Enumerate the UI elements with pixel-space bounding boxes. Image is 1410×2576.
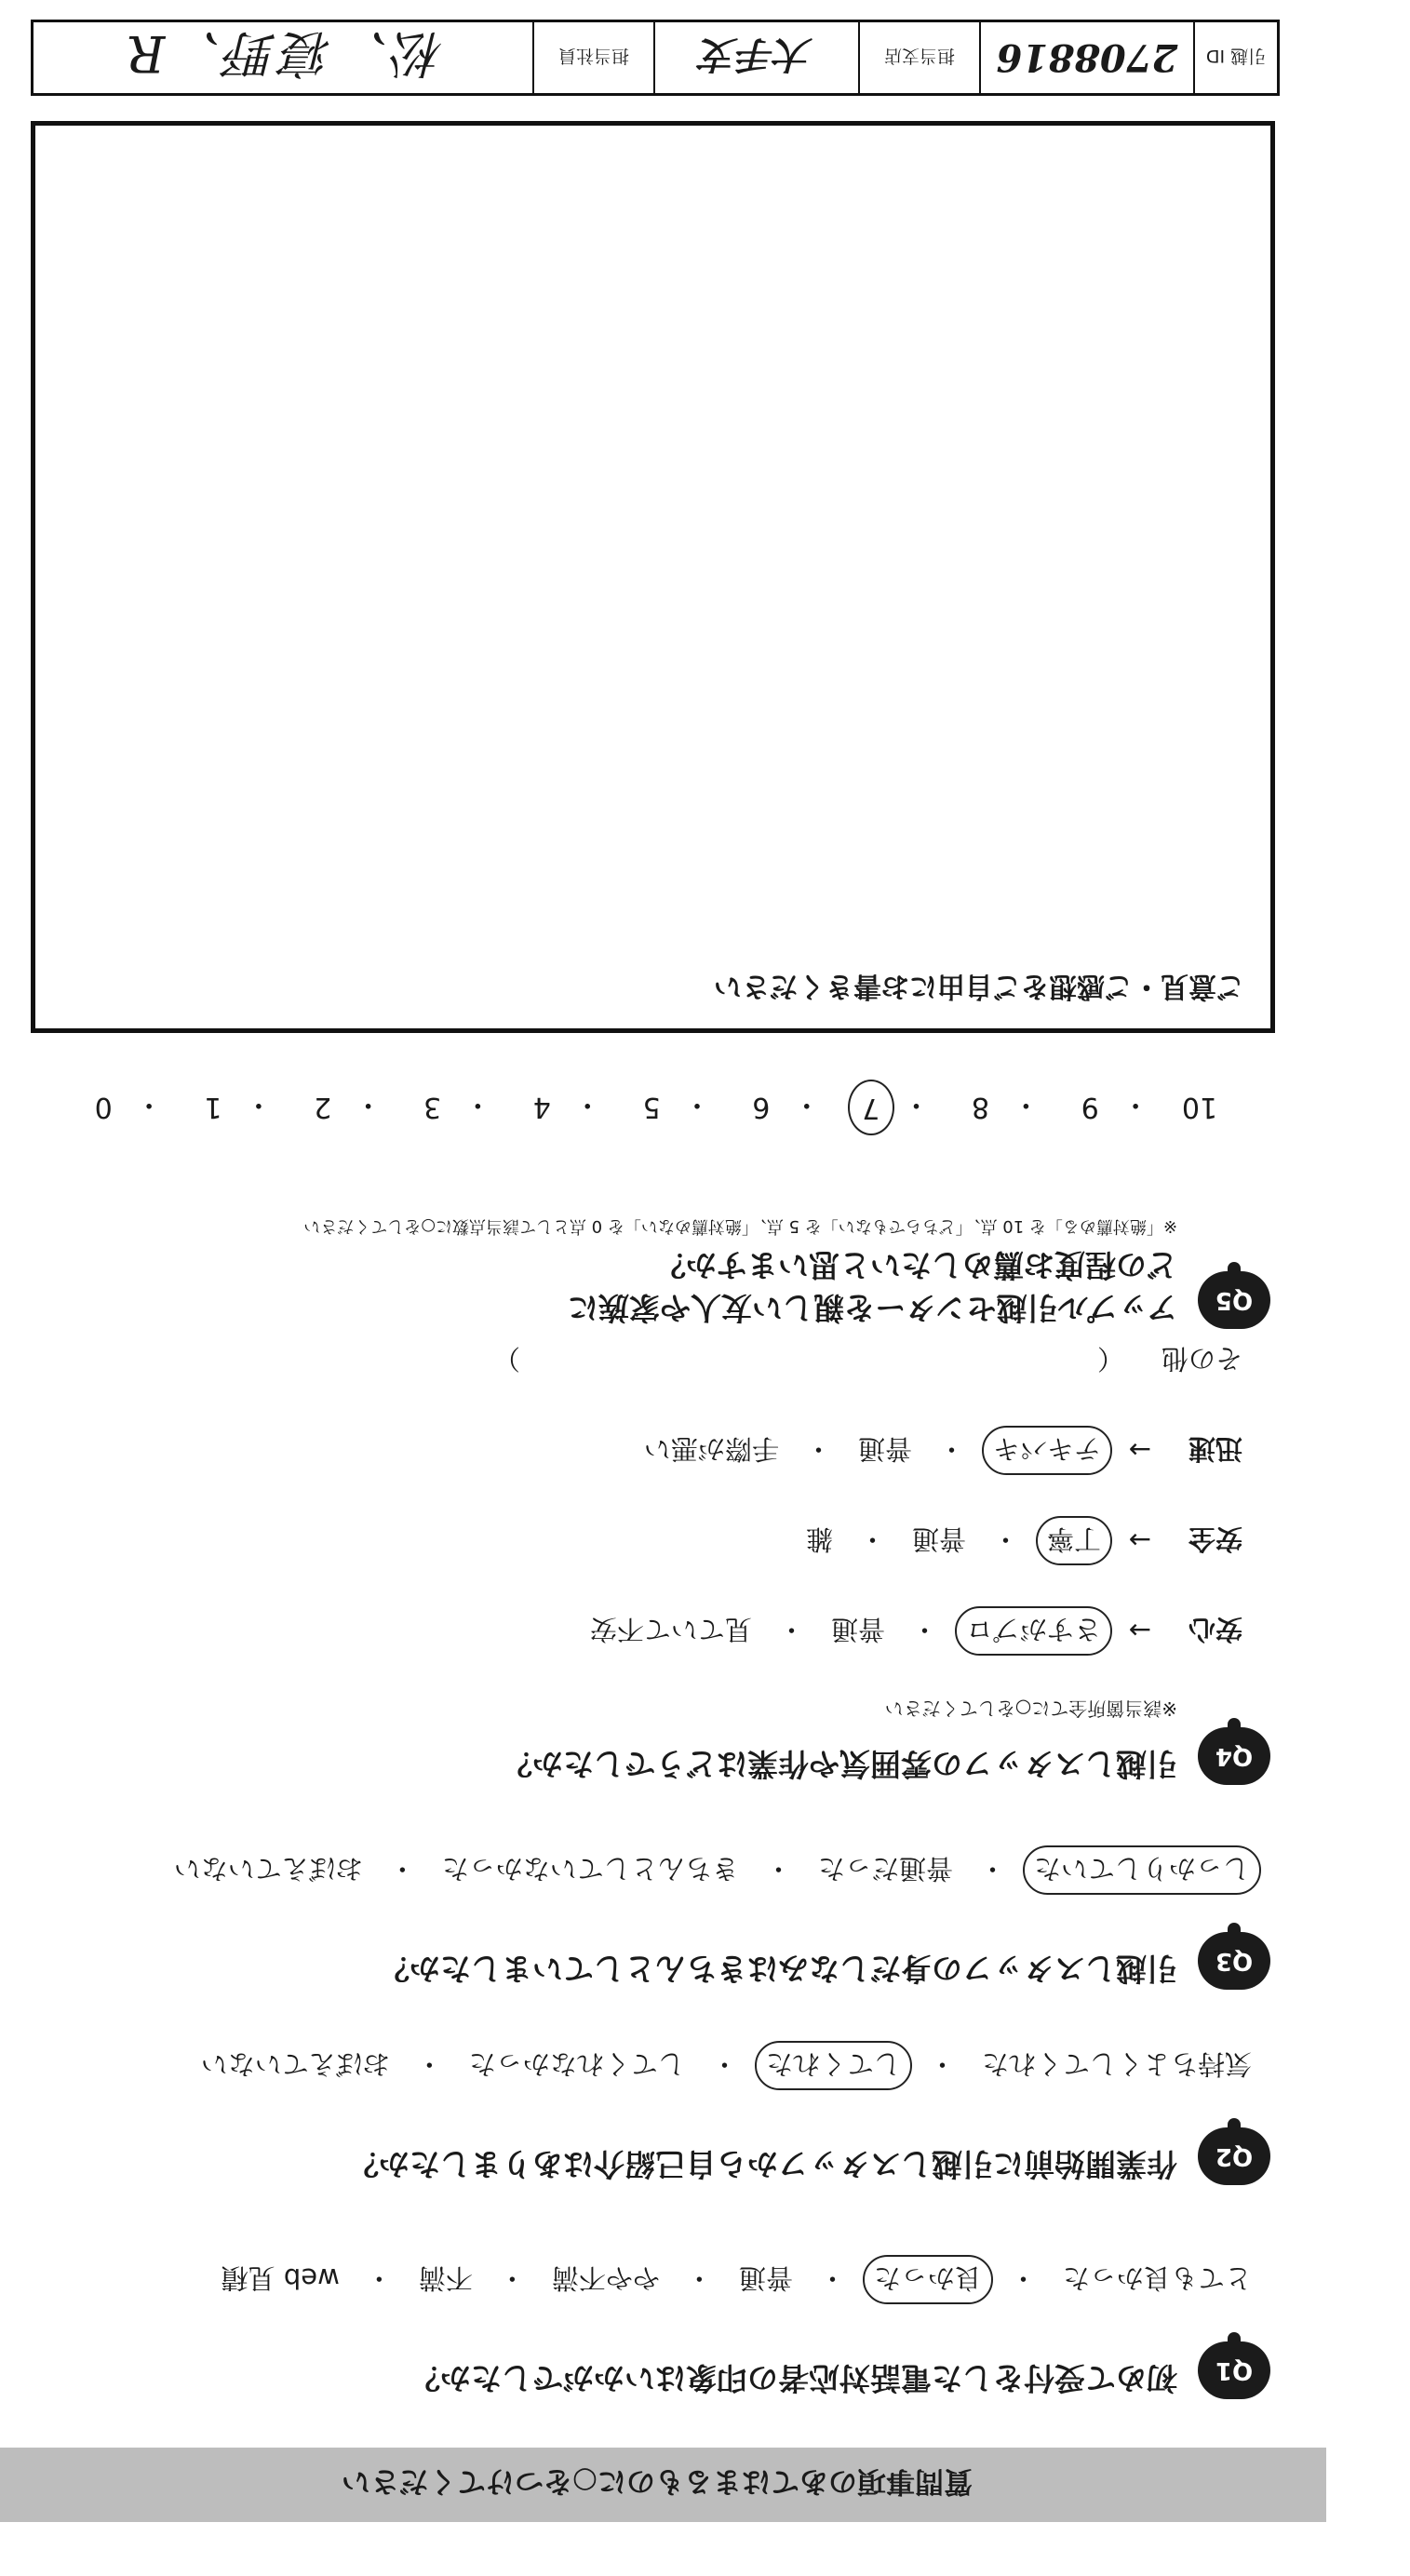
q5-text-line2: どの程度お薦めしたいと思いますか？ bbox=[655, 1247, 1177, 1283]
q3-option-normal[interactable]: 普通だった bbox=[817, 1853, 953, 1885]
branch-label: 担当支店 bbox=[858, 22, 979, 93]
q2-text: 作業開始前に引越しスタッフから自己紹介はありましたか？ bbox=[348, 2146, 1177, 2182]
q1-option-very-good[interactable]: とても良かった bbox=[1062, 2262, 1252, 2294]
q4-other-paren-close[interactable]: ） bbox=[492, 1343, 520, 1375]
q4-other-row bbox=[37, 1341, 1242, 1379]
q4-relief-option-normal[interactable]: 普通 bbox=[830, 1614, 885, 1645]
q5-note: ※「絶対薦める」を 10 点、「どちらでもない」を 5 点、「絶対薦めない」を 0 点として該当点数に○をしてください bbox=[303, 1216, 1177, 1236]
q3-option-not-neat[interactable]: きちんとしていなかった bbox=[441, 1853, 739, 1885]
score-6[interactable]: 6 bbox=[752, 1091, 771, 1124]
q4-row-speed-label: 迅速 bbox=[1188, 1433, 1242, 1465]
q1-option-normal[interactable]: 普通 bbox=[738, 2262, 793, 2294]
score-8[interactable]: 8 bbox=[971, 1091, 989, 1124]
q5-text-line1: アップル引越センターを親しい友人や家族に bbox=[567, 1290, 1177, 1326]
comment-box-title: ご意見・ご感想をご自由にお書きください bbox=[714, 970, 1244, 1002]
branch-value[interactable]: 大手支 bbox=[653, 22, 858, 93]
q4-badge: Q4 bbox=[1198, 1727, 1270, 1785]
score-9[interactable]: 9 bbox=[1081, 1091, 1099, 1124]
id-table bbox=[31, 20, 1280, 96]
q4-safety-option-careful[interactable]: 丁寧 bbox=[1036, 1516, 1112, 1565]
q3-option-dont-remember[interactable]: おぼえていない bbox=[173, 1853, 363, 1885]
q2-options: 気持ちよくしてくれた ・ してくれた ・ してくれなかった ・ おぼえていない bbox=[37, 2041, 1261, 2090]
score-3[interactable]: 3 bbox=[423, 1091, 442, 1124]
score-1[interactable]: 1 bbox=[204, 1091, 222, 1124]
q3-text: 引越しスタッフの身だしなみはきちんとしていましたか？ bbox=[379, 1951, 1177, 1987]
q4-row-relief-label: 安心 bbox=[1188, 1614, 1242, 1645]
arrow-right-icon: → bbox=[1128, 1434, 1152, 1467]
q4-note: ※該当箇所全てに○をしてください bbox=[884, 1697, 1177, 1720]
score-10[interactable]: 10 bbox=[1181, 1091, 1218, 1124]
q2-option-did[interactable]: してくれた bbox=[755, 2041, 912, 2090]
q5-score-row: 10 ・ 9 ・ 8 ・ 7 ・ 6 ・ 5 ・ 4 ・ 3 ・ 2 ・ 1 ・ 0 bbox=[79, 1080, 1224, 1135]
q4-other-paren-open: （ bbox=[1096, 1343, 1124, 1375]
arrow-right-icon: → bbox=[1128, 1615, 1152, 1647]
score-7-selected[interactable]: 7 bbox=[848, 1080, 894, 1135]
q4-row-relief: 安心 → さすがプロ ・ 普通 ・ 見ていて不安 bbox=[37, 1606, 1242, 1656]
q4-speed-option-normal[interactable]: 普通 bbox=[857, 1433, 912, 1465]
q2-badge: Q2 bbox=[1198, 2127, 1270, 2185]
q1-option-somewhat-unsatisfied[interactable]: やや不満 bbox=[551, 2262, 660, 2294]
q1-badge: Q1 bbox=[1198, 2341, 1270, 2399]
q3-option-neat[interactable]: しっかりしていた bbox=[1023, 1845, 1261, 1895]
q4-other-label: その他 bbox=[1161, 1343, 1242, 1375]
q4-row-speed: 迅速 → テキパキ ・ 普通 ・ 手際が悪い bbox=[37, 1426, 1242, 1475]
q1-option-web-estimate[interactable]: web 見積 bbox=[221, 2262, 340, 2294]
q2-option-did-not[interactable]: してくれなかった bbox=[468, 2048, 685, 2080]
q4-relief-option-anxious[interactable]: 見ていて不安 bbox=[589, 1614, 752, 1645]
q4-speed-option-clumsy[interactable]: 手際が悪い bbox=[643, 1433, 779, 1465]
q4-row-safety: 安全 → 丁寧 ・ 普通 ・ 雑 bbox=[37, 1516, 1242, 1565]
score-2[interactable]: 2 bbox=[314, 1091, 332, 1124]
question-q1 bbox=[37, 2255, 1270, 2399]
q4-row-safety-label: 安全 bbox=[1188, 1523, 1242, 1555]
id-value[interactable]: 2708816 bbox=[979, 22, 1193, 93]
comment-box[interactable] bbox=[31, 121, 1275, 1033]
q4-safety-option-rough[interactable]: 雑 bbox=[805, 1523, 833, 1555]
question-q5 bbox=[37, 1215, 1270, 1329]
survey-header-text: 質問事項のあてはまるものに○をつけてください bbox=[341, 2464, 973, 2499]
staff-label: 担当社員 bbox=[532, 22, 653, 93]
score-0[interactable]: 0 bbox=[94, 1091, 113, 1124]
q5-badge: Q5 bbox=[1198, 1271, 1270, 1329]
q4-text: 引越しスタッフの雰囲気や作業はどうでしたか？ bbox=[502, 1746, 1177, 1782]
q2-option-gladly[interactable]: 気持ちよくしてくれた bbox=[981, 2048, 1252, 2080]
q4-relief-option-pro[interactable]: さすがプロ bbox=[955, 1606, 1112, 1656]
q1-text: 初めて受付をした電話対応者の印象はいかがでしたか？ bbox=[410, 2360, 1177, 2396]
survey-header-bar bbox=[0, 2448, 1326, 2522]
question-q3 bbox=[37, 1845, 1270, 1990]
q3-badge: Q3 bbox=[1198, 1932, 1270, 1990]
q2-option-dont-remember[interactable]: おぼえていない bbox=[200, 2048, 390, 2080]
staff-value[interactable]: 松、寝野、R bbox=[121, 24, 445, 84]
question-q2 bbox=[37, 2041, 1270, 2185]
q1-option-good[interactable]: 良かった bbox=[863, 2255, 993, 2304]
q3-options: しっかりしていた ・ 普通だった ・ きちんとしていなかった ・ おぼえていない bbox=[37, 1845, 1261, 1895]
score-5[interactable]: 5 bbox=[642, 1091, 661, 1124]
q4-speed-option-brisk[interactable]: テキパキ bbox=[982, 1426, 1112, 1475]
q1-option-unsatisfied[interactable]: 不満 bbox=[418, 2262, 473, 2294]
id-label: 引越 ID bbox=[1193, 22, 1277, 93]
score-4[interactable]: 4 bbox=[532, 1091, 551, 1124]
question-q4 bbox=[37, 1341, 1270, 1785]
q4-safety-option-normal[interactable]: 普通 bbox=[911, 1523, 966, 1555]
q1-options: とても良かった ・ 良かった ・ 普通 ・ やや不満 ・ 不満 ・ web 見積 bbox=[37, 2255, 1261, 2304]
arrow-right-icon: → bbox=[1128, 1524, 1152, 1557]
